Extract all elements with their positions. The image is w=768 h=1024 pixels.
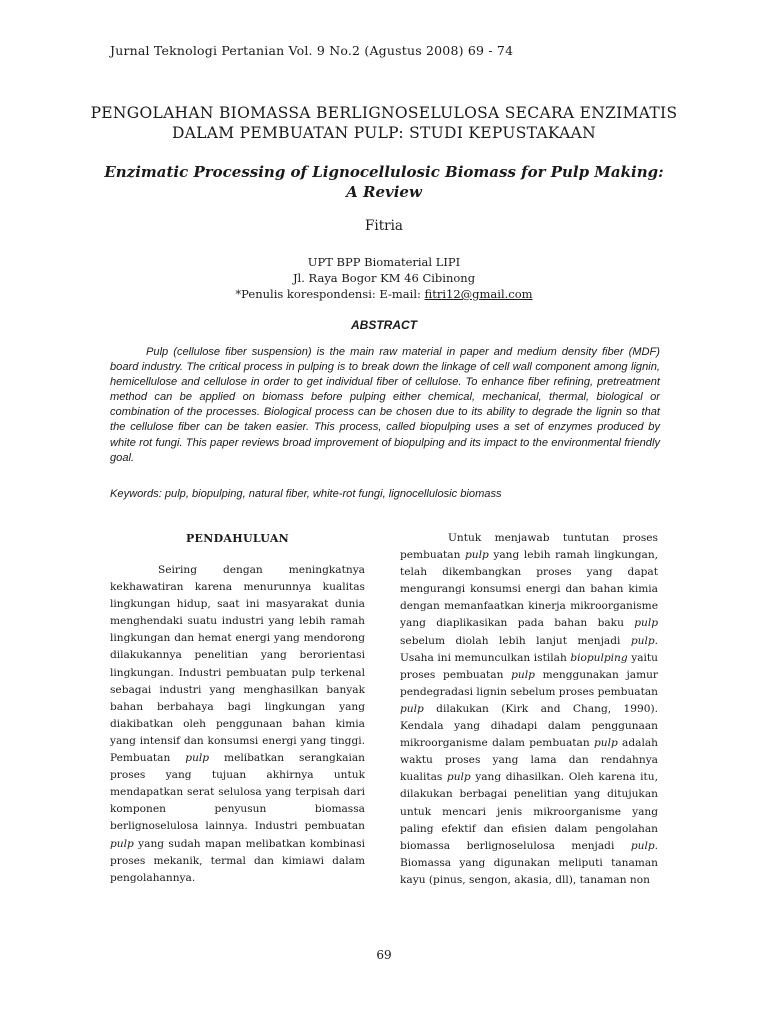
italic-term: pulp xyxy=(185,752,210,765)
italic-term: pulp xyxy=(446,771,471,784)
affiliation-block xyxy=(80,254,688,302)
text-run: Seiring dengan meningkatnya kekhawatiran karena menurunnya kualitas lingkungan hidup, saat ini masyarakat dunia menghendaki suatu industri yang lebih ramah lingkungan dan hemat energi yang mendorong dilakukannya penelitian yang berorientasi lingkungan. Industri pembuatan pulp terkenal sebagai industri yang menghasilkan banyak bahan berbahaya bagi lingkungan yang diakibatkan oleh penggunaan bahan kimia yang intensif dan konsumsi energi yang tinggi. Pembuatan xyxy=(110,564,365,765)
text-run: . Biomassa yang digunakan meliputi tanaman kayu (pinus, sengon, akasia, dll), tanaman non xyxy=(400,839,658,886)
italic-term: pulp xyxy=(630,839,655,852)
italic-term: pulp xyxy=(400,702,424,715)
text-run: Untuk menjawab tuntutan proses pembuatan xyxy=(400,532,658,562)
correspondence-line xyxy=(80,286,688,302)
paper-subtitle-line: Enzimatic Processing of Lignocellulosic Biomass for Pulp Making: xyxy=(104,163,664,181)
text-run: . Usaha ini memunculkan istilah xyxy=(400,634,658,664)
paper-subtitle-line: A Review xyxy=(346,183,422,201)
text-run: menggunakan jamur pendegradasi lignin sebelum proses pembuatan xyxy=(400,668,658,698)
italic-term: pulp xyxy=(630,634,655,647)
abstract-heading: ABSTRACT xyxy=(351,318,417,332)
correspondence-label: *Penulis korespondensi: E-mail: xyxy=(235,287,425,301)
paper-subtitle xyxy=(80,162,688,202)
text-run: melibatkan serangkaian proses yang tujuan akhirnya untuk mendapatkan serat selulosa yang terpisah dari komponen penyusun biomassa berlignoselulosa lainnya. Industri pembuatan xyxy=(110,752,365,833)
text-run: yang dihasilkan. Oleh karena itu, dilakukan berbagai penelitian yang ditujukan untuk mencari jenis mikroorganisme yang paling efektif dan efisien dalam pengolahan biomassa berlignoselulosa menjadi xyxy=(400,771,658,852)
body-column-right xyxy=(400,530,658,889)
text-run: yang lebih ramah lingkungan, telah dikembangkan proses yang dapat mengurangi konsumsi energi dan bahan kimia dengan memanfaatkan kinerja mikroorganisme yang diaplikasikan pada bahan baku xyxy=(400,549,659,630)
italic-term: pulp xyxy=(634,617,658,630)
author-name: Fitria xyxy=(365,218,403,234)
body-column-left xyxy=(110,530,365,887)
text-run: dilakukan (Kirk and Chang, 1990). Kendala yang dihadapi dalam penggunaan mikroorganisme dalam pembuatan xyxy=(400,702,658,750)
keywords-line: Keywords: pulp, biopulping, natural fiber, white-rot fungi, lignocellulosic biomass xyxy=(110,488,502,500)
section-heading: PENDAHULUAN xyxy=(185,532,290,545)
paper-title-line: PENGOLAHAN BIOMASSA BERLIGNOSELULOSA SECARA ENZIMATIS xyxy=(90,104,678,122)
email-link[interactable]: fitri12@gmail.com xyxy=(424,287,533,301)
italic-term: pulp xyxy=(110,837,134,850)
italic-term: pulp xyxy=(511,668,535,681)
paper-title-line: DALAM PEMBUATAN PULP: STUDI KEPUSTAKAAN xyxy=(171,124,597,142)
body-paragraph xyxy=(400,530,658,889)
italic-term: biopulping xyxy=(570,651,628,664)
body-paragraph xyxy=(110,562,365,887)
text-run: sebelum diolah lebih lanjut menjadi xyxy=(400,634,631,647)
journal-header: Jurnal Teknologi Pertanian Vol. 9 No.2 (Agustus 2008) 69 - 74 xyxy=(110,43,514,58)
italic-term: pulp xyxy=(593,737,618,750)
page-number: 69 xyxy=(376,948,392,962)
paper-title xyxy=(80,103,688,143)
abstract-body: Pulp (cellulose fiber suspension) is the main raw material in paper and medium density fiber (MDF) board industry. The critical process in pulping is to break down the linkage of cell wall component among lignin, hemicellulose and cellulose in order to get individual fiber of cellulose. To enhance fiber refining, pretreatment method can be applied on biomass before pulping either chemical, mechanical, thermal, biological or combination of the processes. Biological process can be chosen due to its ability to degrade the lignin so that the cellulose fiber can be taken easier. This process, called biopulping uses a set of enzymes produced by white rot fungi. This paper reviews broad improvement of biopulping and its impact to the environmental friendly goal. xyxy=(110,346,660,464)
italic-term: pulp xyxy=(465,549,489,562)
text-run: yang sudah mapan melibatkan kombinasi proses mekanik, termal dan kimiawi dalam pengolahannya. xyxy=(110,837,365,884)
text-run: adalah waktu proses yang lama dan rendahnya kualitas xyxy=(400,737,658,784)
affiliation-line: UPT BPP Biomaterial LIPI xyxy=(307,255,461,269)
text-run: yaitu proses pembuatan xyxy=(400,651,658,681)
affiliation-line: Jl. Raya Bogor KM 46 Cibinong xyxy=(292,271,476,285)
